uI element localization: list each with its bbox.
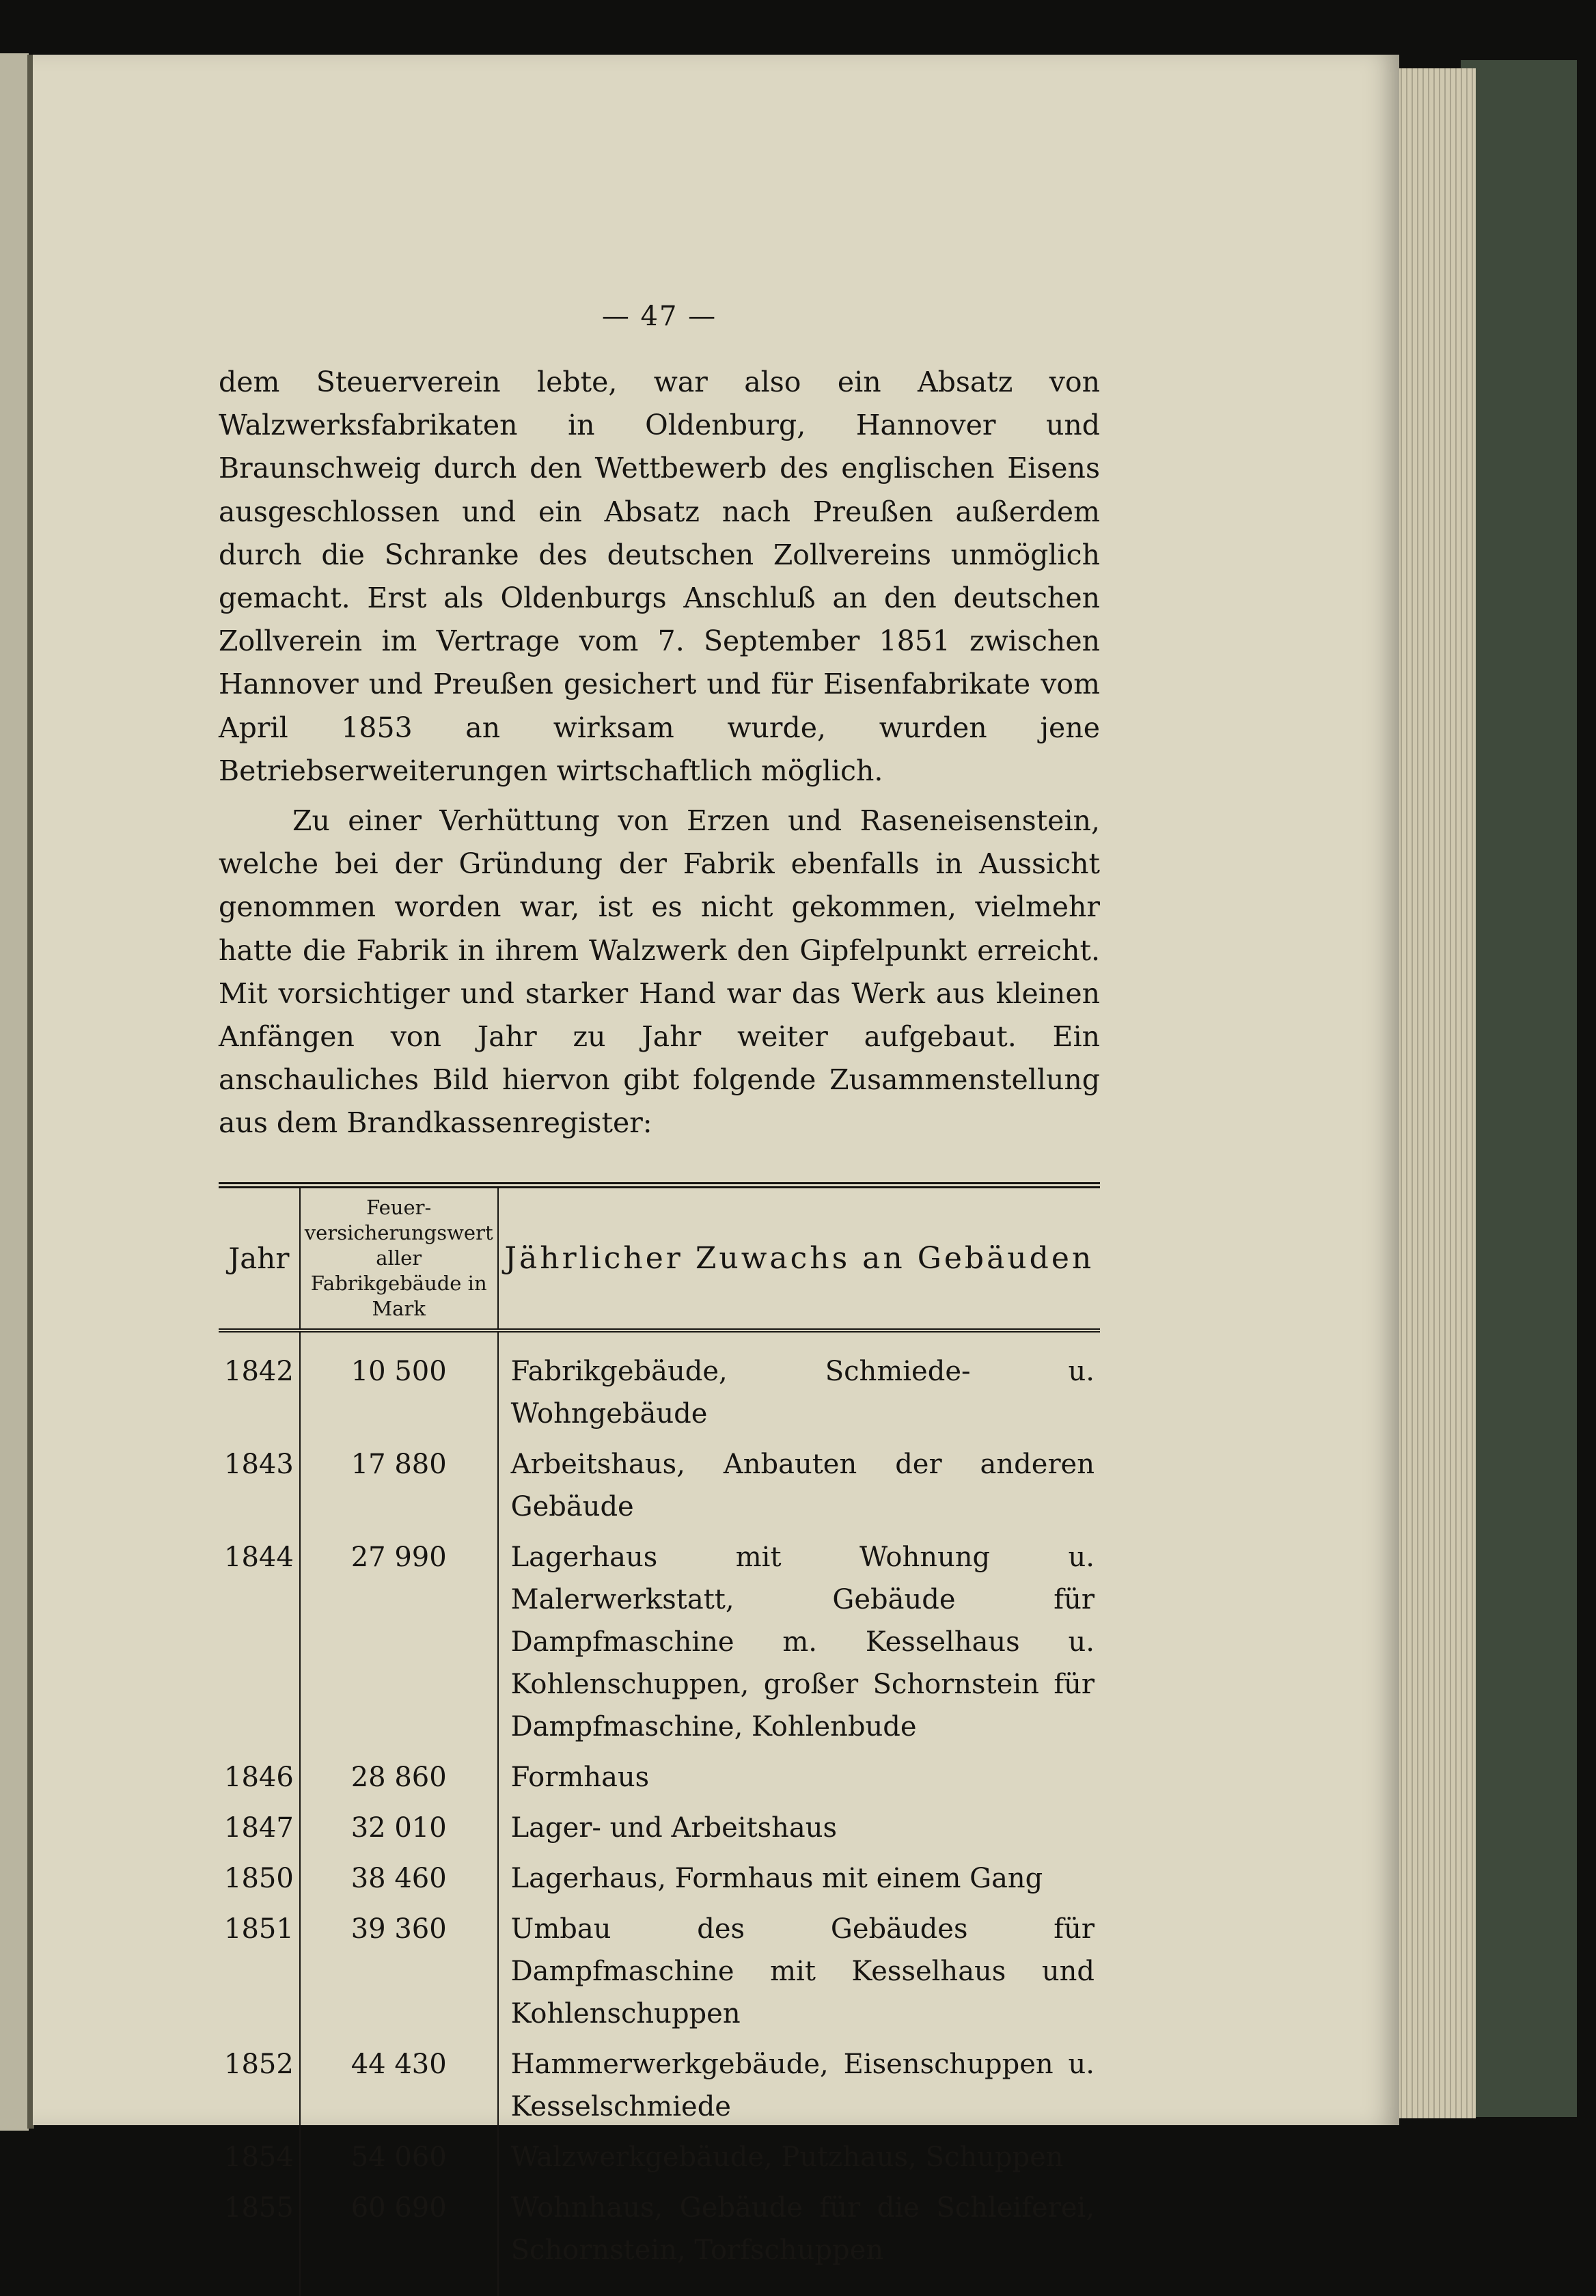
table-row bbox=[219, 1330, 1100, 1439]
cell-value: 44 430 bbox=[300, 2039, 498, 2132]
table-row bbox=[219, 1853, 1100, 1904]
cell-description: Wohnhaus, Gebäude für die Schleiferei, Schornstein, Torfschuppen bbox=[498, 2183, 1100, 2296]
cell-value: 28 860 bbox=[300, 1752, 498, 1803]
book-cover-edge bbox=[1461, 60, 1577, 2117]
cell-description: Formhaus bbox=[498, 1752, 1100, 1803]
table-row bbox=[219, 1532, 1100, 1752]
cell-description: Lagerhaus mit Wohnung u. Malerwerkstatt, Gebäude für Dampfmaschine m. Kesselhaus u. Kohlenschuppen, großer Schornstein für Dampfmaschine, Kohlenbude bbox=[498, 1532, 1100, 1752]
table-row bbox=[219, 2183, 1100, 2296]
cell-description: Umbau des Gebäudes für Dampfmaschine mit Kesselhaus und Kohlenschuppen bbox=[498, 1904, 1100, 2039]
cell-year: 1846 bbox=[224, 1761, 294, 1793]
cell-year: 1851 bbox=[224, 1913, 294, 1945]
cell-value: 39 360 bbox=[300, 1904, 498, 2039]
paragraph-1: dem Steuerverein lebte, war also ein Absatz von Walzwerksfabrikaten in Oldenburg, Hannover und Braunschweig durch den Wettbewerb des englischen Eisens ausgeschlossen und ein Absatz nach Preußen außerdem durch die Schranke des deutschen Zollvereins unmöglich gemacht. Erst als Oldenburgs Anschluß an den deutschen Zollverein im Vertrage vom 7. September 1851 zwischen Hannover und Preußen gesichert und für Eisenfabrikate vom April 1853 an wirksam wurde, wurden jene Betriebserweiterungen wirtschaftlich möglich. bbox=[219, 366, 1100, 787]
cell-year: 1847 bbox=[224, 1812, 294, 1844]
table-row bbox=[219, 1904, 1100, 2039]
cell-year: 1855 bbox=[224, 2191, 294, 2224]
cell-description: Lagerhaus, Formhaus mit einem Gang bbox=[498, 1853, 1100, 1904]
cell-description: Hammerwerkgebäude, Eisenschuppen u. Kesselschmiede bbox=[498, 2039, 1100, 2132]
left-page-edge bbox=[0, 53, 29, 2131]
cell-year: 1852 bbox=[224, 2048, 294, 2080]
header-insurance-value: Feuer-versicherungswert aller Fabrikgebäude in Mark bbox=[300, 1185, 498, 1330]
cell-value: 38 460 bbox=[300, 1853, 498, 1904]
cell-value: 10 500 bbox=[300, 1330, 498, 1439]
cell-value: 32 010 bbox=[300, 1803, 498, 1853]
cell-year: 1842 bbox=[224, 1355, 294, 1387]
fire-insurance-register-table bbox=[219, 1182, 1100, 2296]
table-row bbox=[219, 2132, 1100, 2183]
cell-year: 1844 bbox=[224, 1541, 294, 1573]
table-row bbox=[219, 1803, 1100, 1853]
cell-year: 1850 bbox=[224, 1862, 294, 1894]
cell-value: 60 690 bbox=[300, 2183, 498, 2296]
table-row bbox=[219, 1439, 1100, 1532]
cell-year: 1843 bbox=[224, 1448, 294, 1480]
cell-description: Arbeitshaus, Anbauten der anderen Gebäude bbox=[498, 1439, 1100, 1532]
paragraph-2: Zu einer Verhüttung von Erzen und Raseneisenstein, welche bei der Gründung der Fabrik ebenfalls in Aussicht genommen worden war, ist es nicht gekommen, vielmehr hatte die Fabrik in ihrem Walzwerk den Gipfelpunkt erreicht. Mit vorsichtiger und starker Hand war das Werk aus kleinen Anfängen von Jahr zu Jahr weiter aufgebaut. Ein anschauliches Bild hiervon gibt folgende Zusammenstellung aus dem Brandkassenregister: bbox=[219, 804, 1100, 1140]
cell-description: Walzwerkgebäude, Putzhaus, Schuppen bbox=[498, 2132, 1100, 2183]
cell-year: 1854 bbox=[224, 2141, 294, 2173]
header-year: Jahr bbox=[219, 1185, 300, 1330]
cell-description: Fabrikgebäude, Schmiede- u. Wohngebäude bbox=[498, 1330, 1100, 1439]
cell-value: 27 990 bbox=[300, 1532, 498, 1752]
table-row bbox=[219, 2039, 1100, 2132]
header-annual-growth: Jährlicher Zuwachs an Gebäuden bbox=[498, 1185, 1100, 1330]
page-content bbox=[219, 301, 1100, 2296]
cell-description: Lager- und Arbeitshaus bbox=[498, 1803, 1100, 1853]
table-header-row bbox=[219, 1185, 1100, 1330]
table-row bbox=[219, 1752, 1100, 1803]
page-number: — 47 — bbox=[601, 301, 717, 332]
cell-value: 17 880 bbox=[300, 1439, 498, 1532]
cell-value: 54 060 bbox=[300, 2132, 498, 2183]
